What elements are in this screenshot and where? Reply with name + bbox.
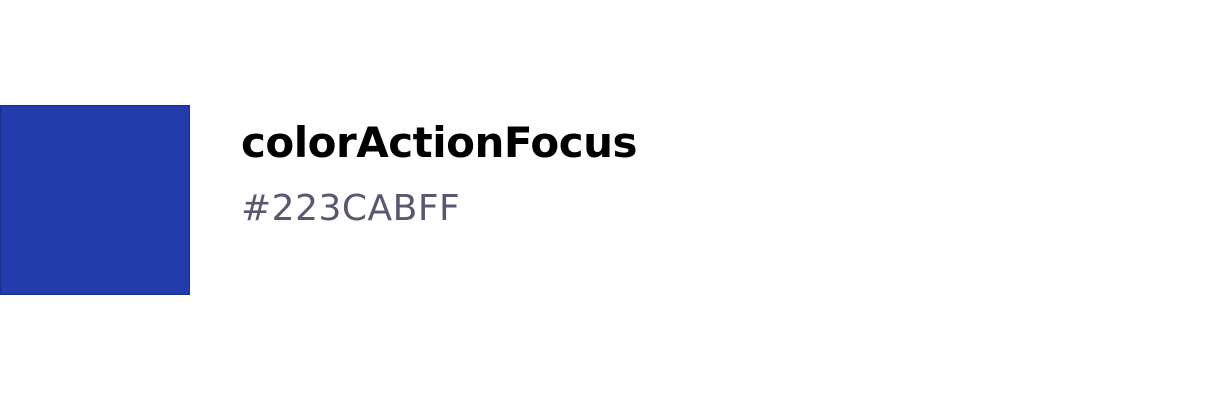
token-value: #223CABFF: [241, 188, 461, 229]
token-name: colorActionFocus: [241, 118, 637, 167]
color-swatch: [0, 105, 190, 295]
